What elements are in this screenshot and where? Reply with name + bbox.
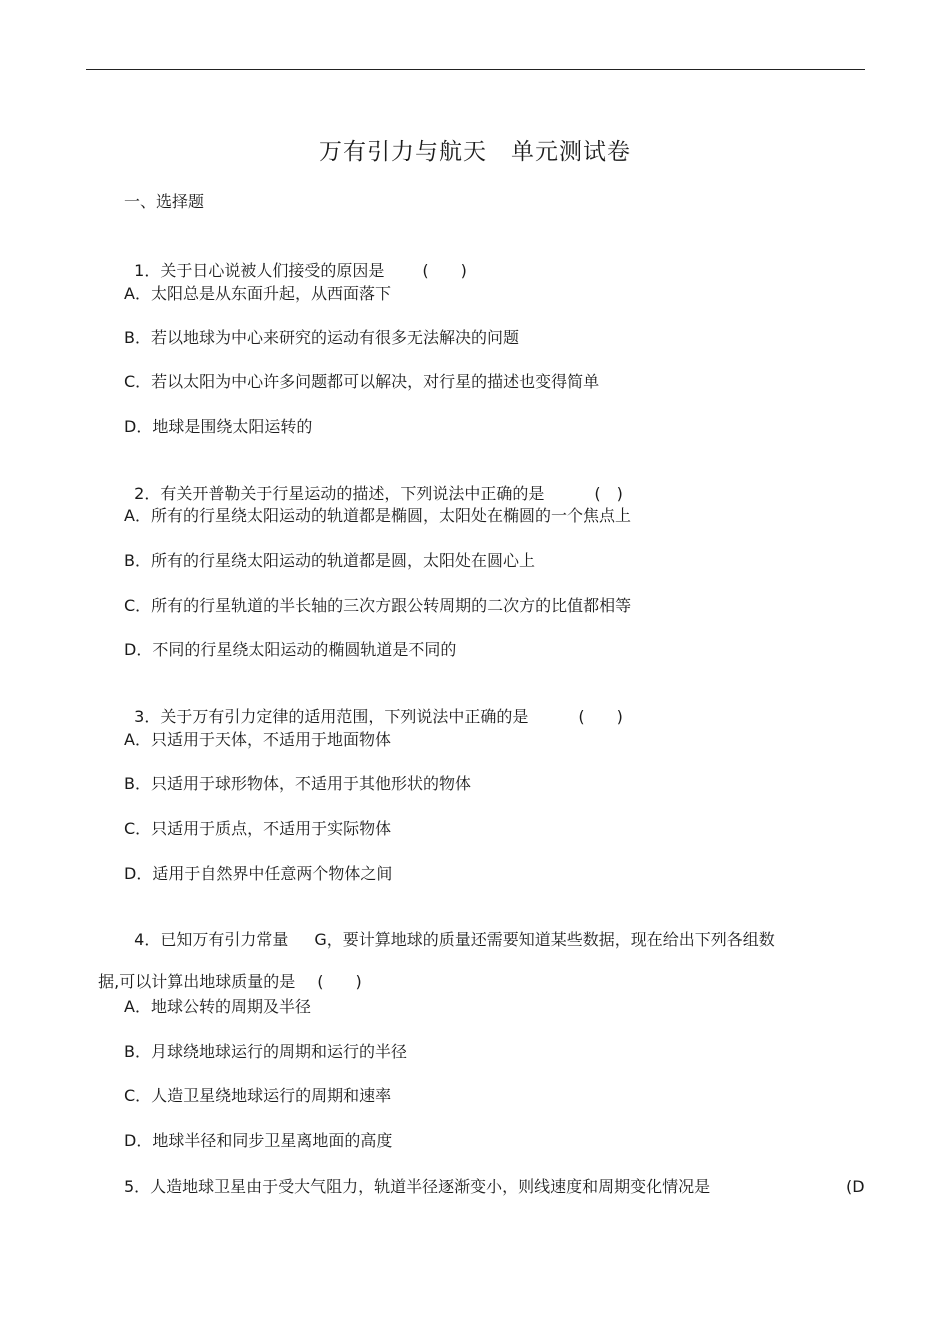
- question-3-text: 3．关于万有引力定律的适用范围，下列说法中正确的是: [134, 707, 529, 726]
- question-2-option-d: D．不同的行星绕太阳运动的椭圆轨道是不同的: [124, 640, 457, 659]
- question-2-option-a: A．所有的行星绕太阳运动的轨道都是椭圆，太阳处在椭圆的一个焦点上: [124, 506, 631, 525]
- question-5-answer: (D: [846, 1177, 865, 1196]
- question-1-stem: [124, 238, 467, 282]
- question-1-blank: ( ): [422, 261, 467, 280]
- question-3-stem: [124, 684, 623, 728]
- question-5-stem: 5．人造地球卫星由于受大气阻力，轨道半径逐渐变小，则线速度和周期变化情况是: [124, 1177, 711, 1196]
- question-4-option-b: B．月球绕地球运行的周期和运行的半径: [124, 1042, 407, 1061]
- question-1-text: 1．关于日心说被人们接受的原因是: [134, 261, 385, 280]
- page-title: 万有引力与航天 单元测试卷: [319, 139, 631, 165]
- question-3-blank: ( ): [578, 707, 623, 726]
- question-3-option-a: A．只适用于天体，不适用于地面物体: [124, 730, 391, 749]
- question-3-option-d: D．适用于自然界中任意两个物体之间: [124, 864, 393, 883]
- question-4-blank: ( ): [317, 972, 362, 991]
- question-2-text: 2．有关开普勒关于行星运动的描述，下列说法中正确的是: [134, 484, 545, 503]
- question-1-option-a: A．太阳总是从东面升起，从西面落下: [124, 284, 391, 303]
- question-4-stem-line2: [88, 949, 362, 993]
- header-rule: [86, 69, 865, 70]
- question-2-option-c: C．所有的行星轨道的半长轴的三次方跟公转周期的二次方的比值都相等: [124, 596, 632, 615]
- question-3-option-c: C．只适用于质点，不适用于实际物体: [124, 819, 392, 838]
- question-4-stem-line1: [124, 907, 775, 951]
- question-1-option-b: B．若以地球为中心来研究的运动有很多无法解决的问题: [124, 328, 519, 347]
- question-1-option-c: C．若以太阳为中心许多问题都可以解决，对行星的描述也变得简单: [124, 372, 600, 391]
- question-4-text-b: G，要计算地球的质量还需要知道某些数据，现在给出下列各组数: [314, 930, 775, 949]
- section-heading: 一、选择题: [124, 192, 205, 211]
- question-4-option-a: A．地球公转的周期及半径: [124, 997, 311, 1016]
- question-2-option-b: B．所有的行星绕太阳运动的轨道都是圆，太阳处在圆心上: [124, 551, 535, 570]
- question-4-option-c: C．人造卫星绕地球运行的周期和速率: [124, 1086, 392, 1105]
- question-1-option-d: D．地球是围绕太阳运转的: [124, 417, 313, 436]
- question-3-option-b: B．只适用于球形物体，不适用于其他形状的物体: [124, 774, 471, 793]
- question-4-text-a: 4．已知万有引力常量: [134, 930, 289, 949]
- question-4-option-d: D．地球半径和同步卫星离地面的高度: [124, 1131, 393, 1150]
- question-2-stem: [124, 461, 623, 505]
- question-4-text-c: 据,可以计算出地球质量的是: [98, 972, 296, 991]
- question-2-blank: ( ): [594, 484, 623, 503]
